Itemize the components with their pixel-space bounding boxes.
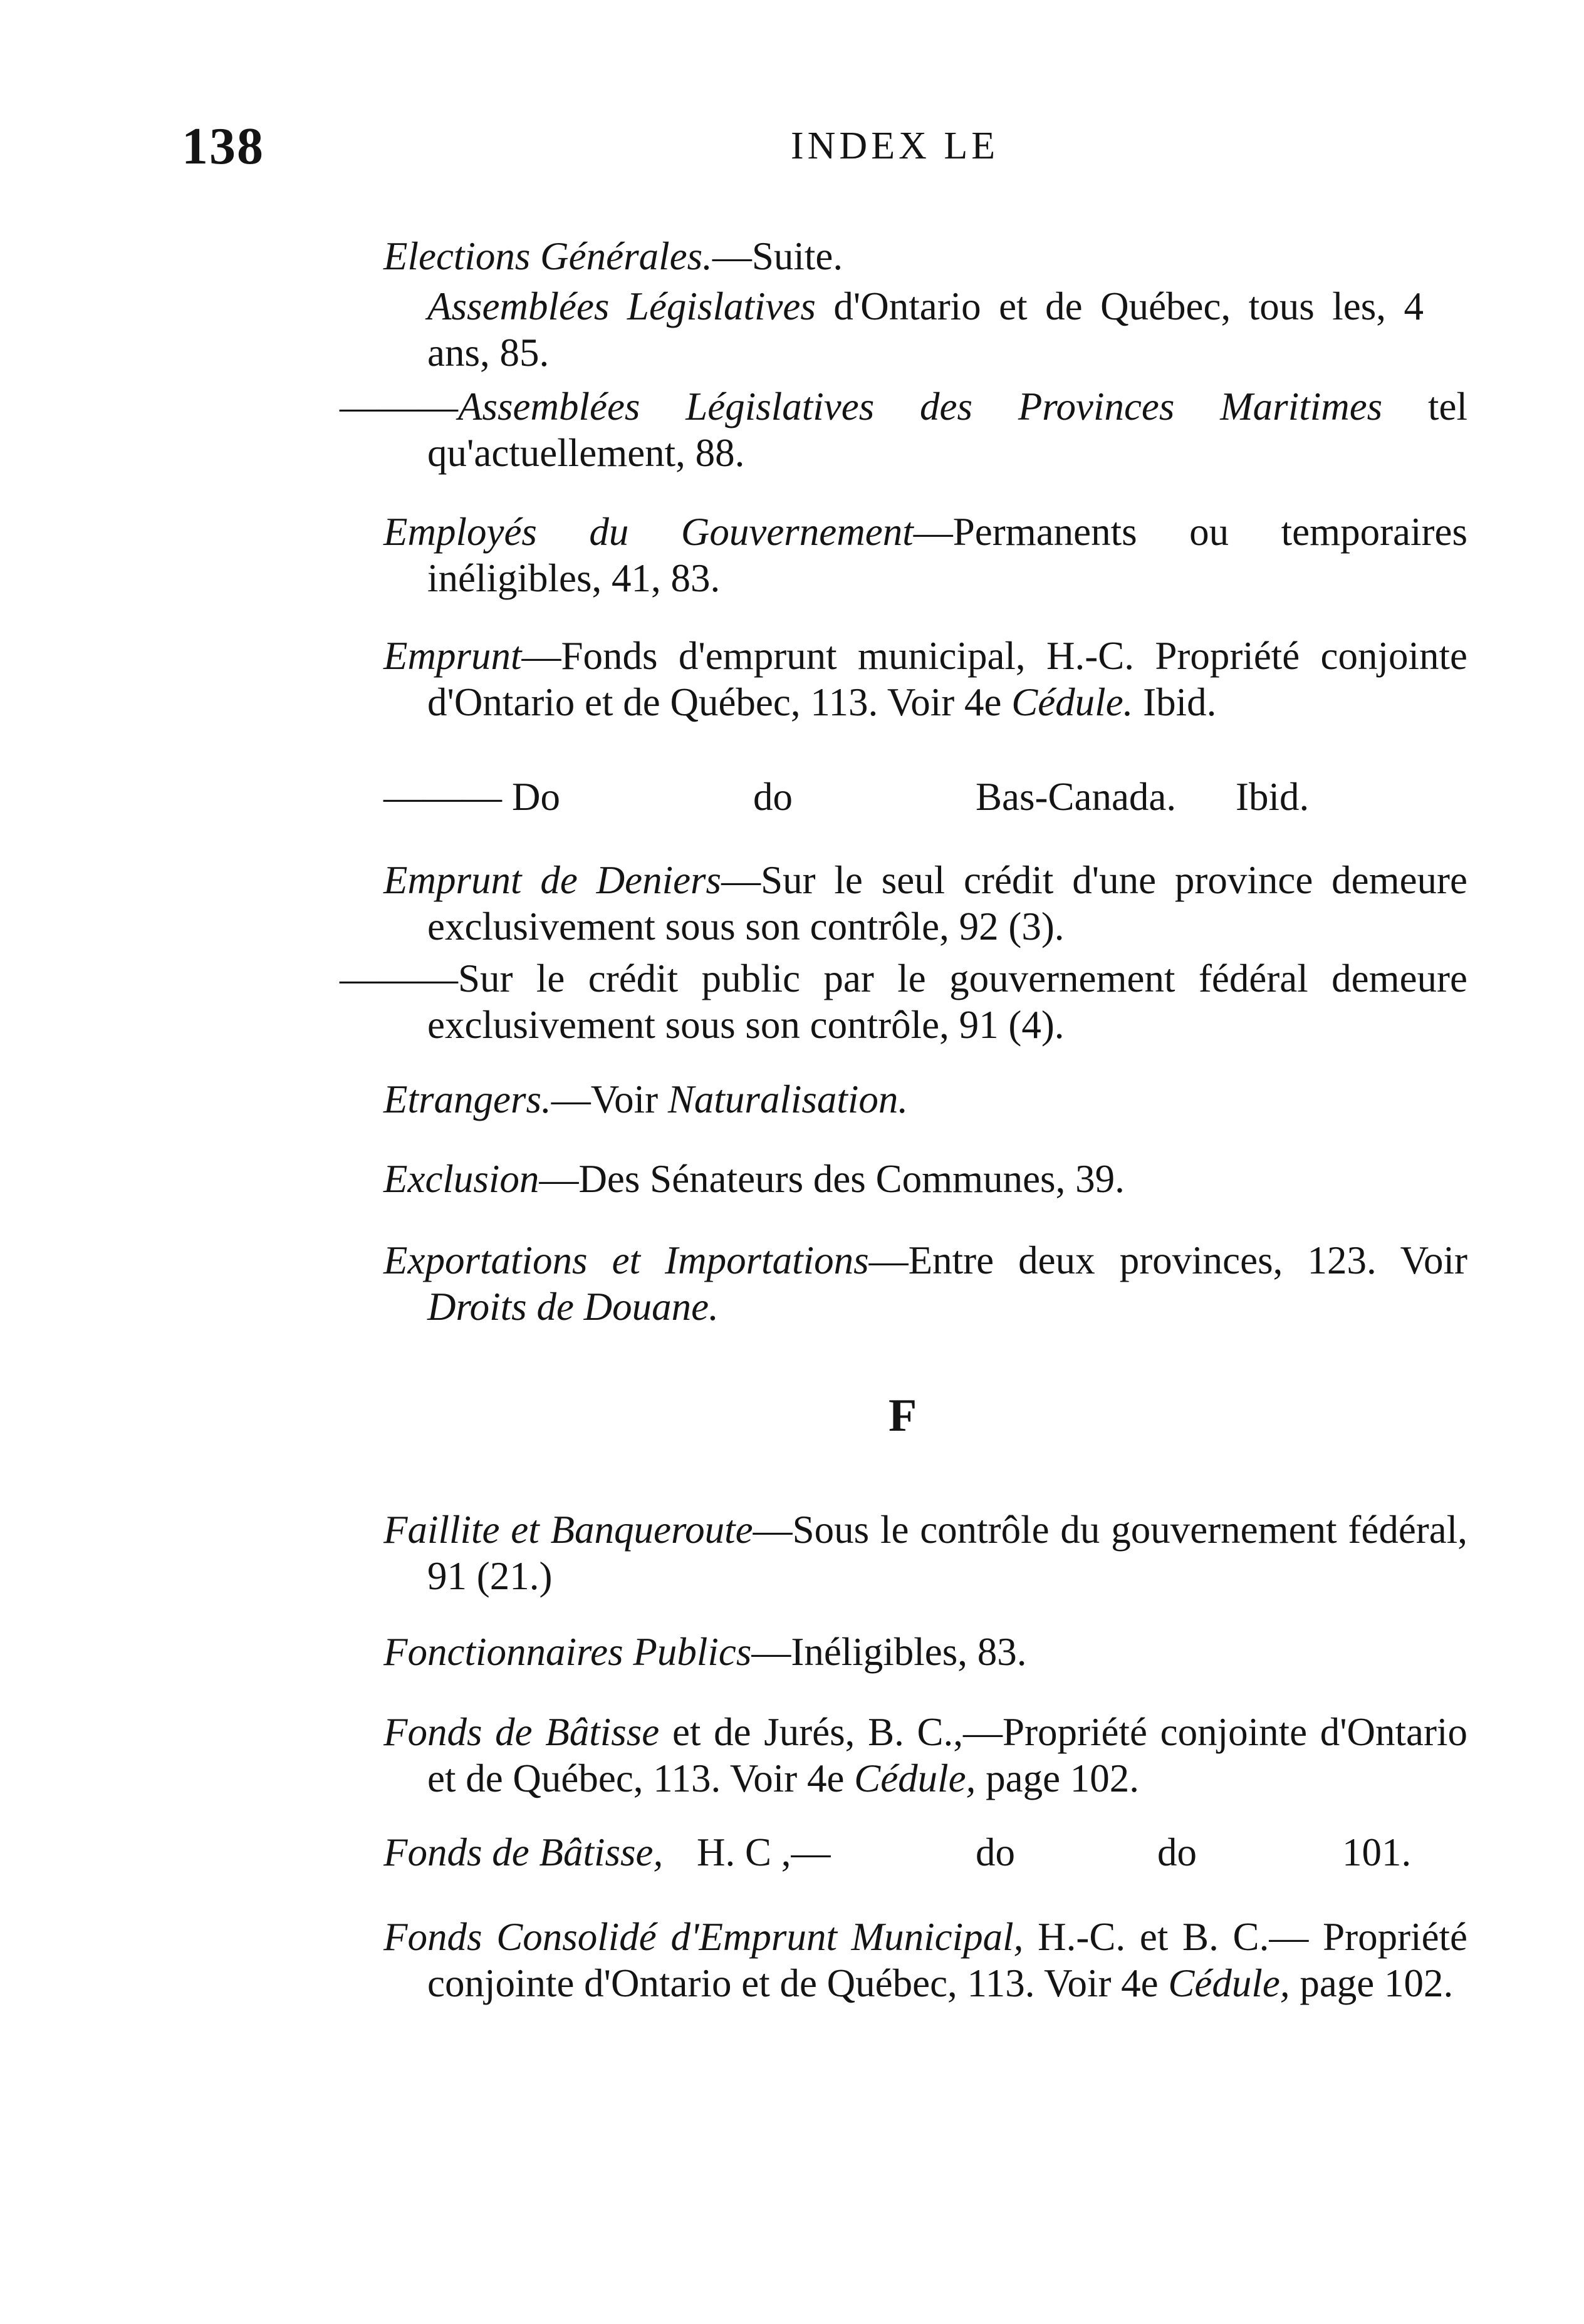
entry-text: —Fonds d'emprunt municipal, H.-C. Propriété conjointe d'Ontario et de Québec, 113. Voir 4e — [427, 634, 1467, 724]
index-entry-faillite — [383, 1507, 1467, 1599]
entry-text: —Sous le contrôle du gouvernement fédéral, 91 (21.) — [427, 1508, 1467, 1598]
reference-cell: Ibid. — [1236, 775, 1310, 819]
index-subentry-credit-public — [340, 955, 1467, 1048]
index-entry-fonds-batisse-jures — [383, 1709, 1467, 1802]
entry-heading: Emprunt — [383, 634, 522, 678]
index-entry-etrangers — [383, 1076, 1467, 1123]
entry-heading: Fonds de Bâtisse, — [383, 1830, 664, 1874]
index-entry-exclusion — [383, 1156, 1467, 1202]
entry-heading: Etrangers. — [383, 1077, 551, 1121]
page-ref-cell: 101. — [1342, 1830, 1412, 1874]
entry-heading: Exclusion — [383, 1157, 539, 1201]
entry-text: Sur le crédit public par le gouvernement fédéral demeure exclusivement sous son contrôle, 91 (4). — [427, 957, 1467, 1047]
entry-heading: Assemblées Législatives — [427, 284, 816, 328]
index-entry-exportations — [383, 1237, 1467, 1330]
entry-text: —Inéligibles, 83. — [751, 1630, 1027, 1674]
entry-heading: Elections Générales. — [383, 234, 712, 278]
index-subentry-assemblees-maritimes — [340, 383, 1467, 476]
ditto-cell: do — [976, 1830, 1015, 1874]
entry-heading: Emprunt de Deniers — [383, 858, 722, 902]
continuation-dash: ——— — [340, 385, 458, 428]
entry-heading: Faillite et Banqueroute — [383, 1508, 753, 1552]
ditto-cell: Do — [512, 775, 560, 819]
continuation-dash: ——— — [383, 775, 502, 819]
entry-text: —Sur le seul crédit d'une province demeure exclusivement sous son contrôle, 92 (3). — [427, 858, 1468, 948]
continuation-dash: ——— — [340, 957, 458, 1000]
entry-reference: Cédule, — [854, 1756, 976, 1800]
entry-heading: Fonds de Bâtisse — [383, 1710, 660, 1754]
place-cell: Bas-Canada. — [976, 775, 1177, 819]
entry-heading: Employés du Gouvernement — [383, 510, 914, 554]
entry-text: et de Jurés, B. C.,—Propriété conjointe d'Ontario et de Québec, 113. Voir 4e — [427, 1710, 1468, 1800]
entry-text: —Suite. — [712, 234, 843, 278]
index-entry-emprunt — [383, 633, 1467, 725]
entry-tail: page 102. — [1290, 1961, 1454, 2005]
entry-tail: Ibid. — [1133, 680, 1217, 724]
ditto-cell: do — [753, 775, 793, 819]
entry-text: —Voir — [551, 1077, 668, 1121]
index-subentry-assemblees-ontario — [427, 283, 1424, 376]
entry-text: d'Ontario et de Québec, tous les, 4 ans, 85. — [427, 284, 1424, 375]
entry-text: —Entre deux provinces, 123. Voir — [868, 1238, 1467, 1282]
entry-text: tel qu'actuellement, 88. — [427, 385, 1467, 475]
index-entry-fonds-consolide — [383, 1914, 1467, 2006]
page-number: 138 — [182, 117, 264, 175]
entry-heading: Assemblées Législatives des Provinces Maritimes — [458, 385, 1383, 428]
entry-text: —Des Sénateurs des Communes, 39. — [539, 1157, 1125, 1201]
entry-reference: Naturalisation. — [667, 1077, 909, 1121]
running-head: INDEX LE — [791, 125, 999, 167]
place-cell: H. C ,— — [697, 1830, 831, 1874]
index-entry-employes — [383, 509, 1467, 601]
entry-reference: Cédule. — [1011, 680, 1133, 724]
section-letter-f: F — [888, 1390, 917, 1441]
entry-heading: Exportations et Importations — [383, 1238, 869, 1282]
entry-heading: Fonds Consolidé d'Emprunt Municipal, — [383, 1915, 1024, 1959]
ditto-cell: do — [1157, 1830, 1197, 1874]
index-entry-fonctionnaires — [383, 1629, 1467, 1675]
entry-tail: page 102. — [976, 1756, 1140, 1800]
entry-reference: Cédule, — [1168, 1961, 1290, 2005]
entry-heading: Fonctionnaires Publics — [383, 1630, 752, 1674]
index-entry-elections — [383, 233, 1424, 279]
entry-reference: Droits de Douane. — [427, 1285, 719, 1329]
index-entry-emprunt-deniers — [383, 857, 1467, 950]
entry-text: H.-C. et B. C.— Propriété conjointe d'Ontario et de Québec, 113. Voir 4e — [427, 1915, 1467, 2005]
entry-text: —Permanents ou temporaires inéligibles, 41, 83. — [427, 510, 1467, 600]
